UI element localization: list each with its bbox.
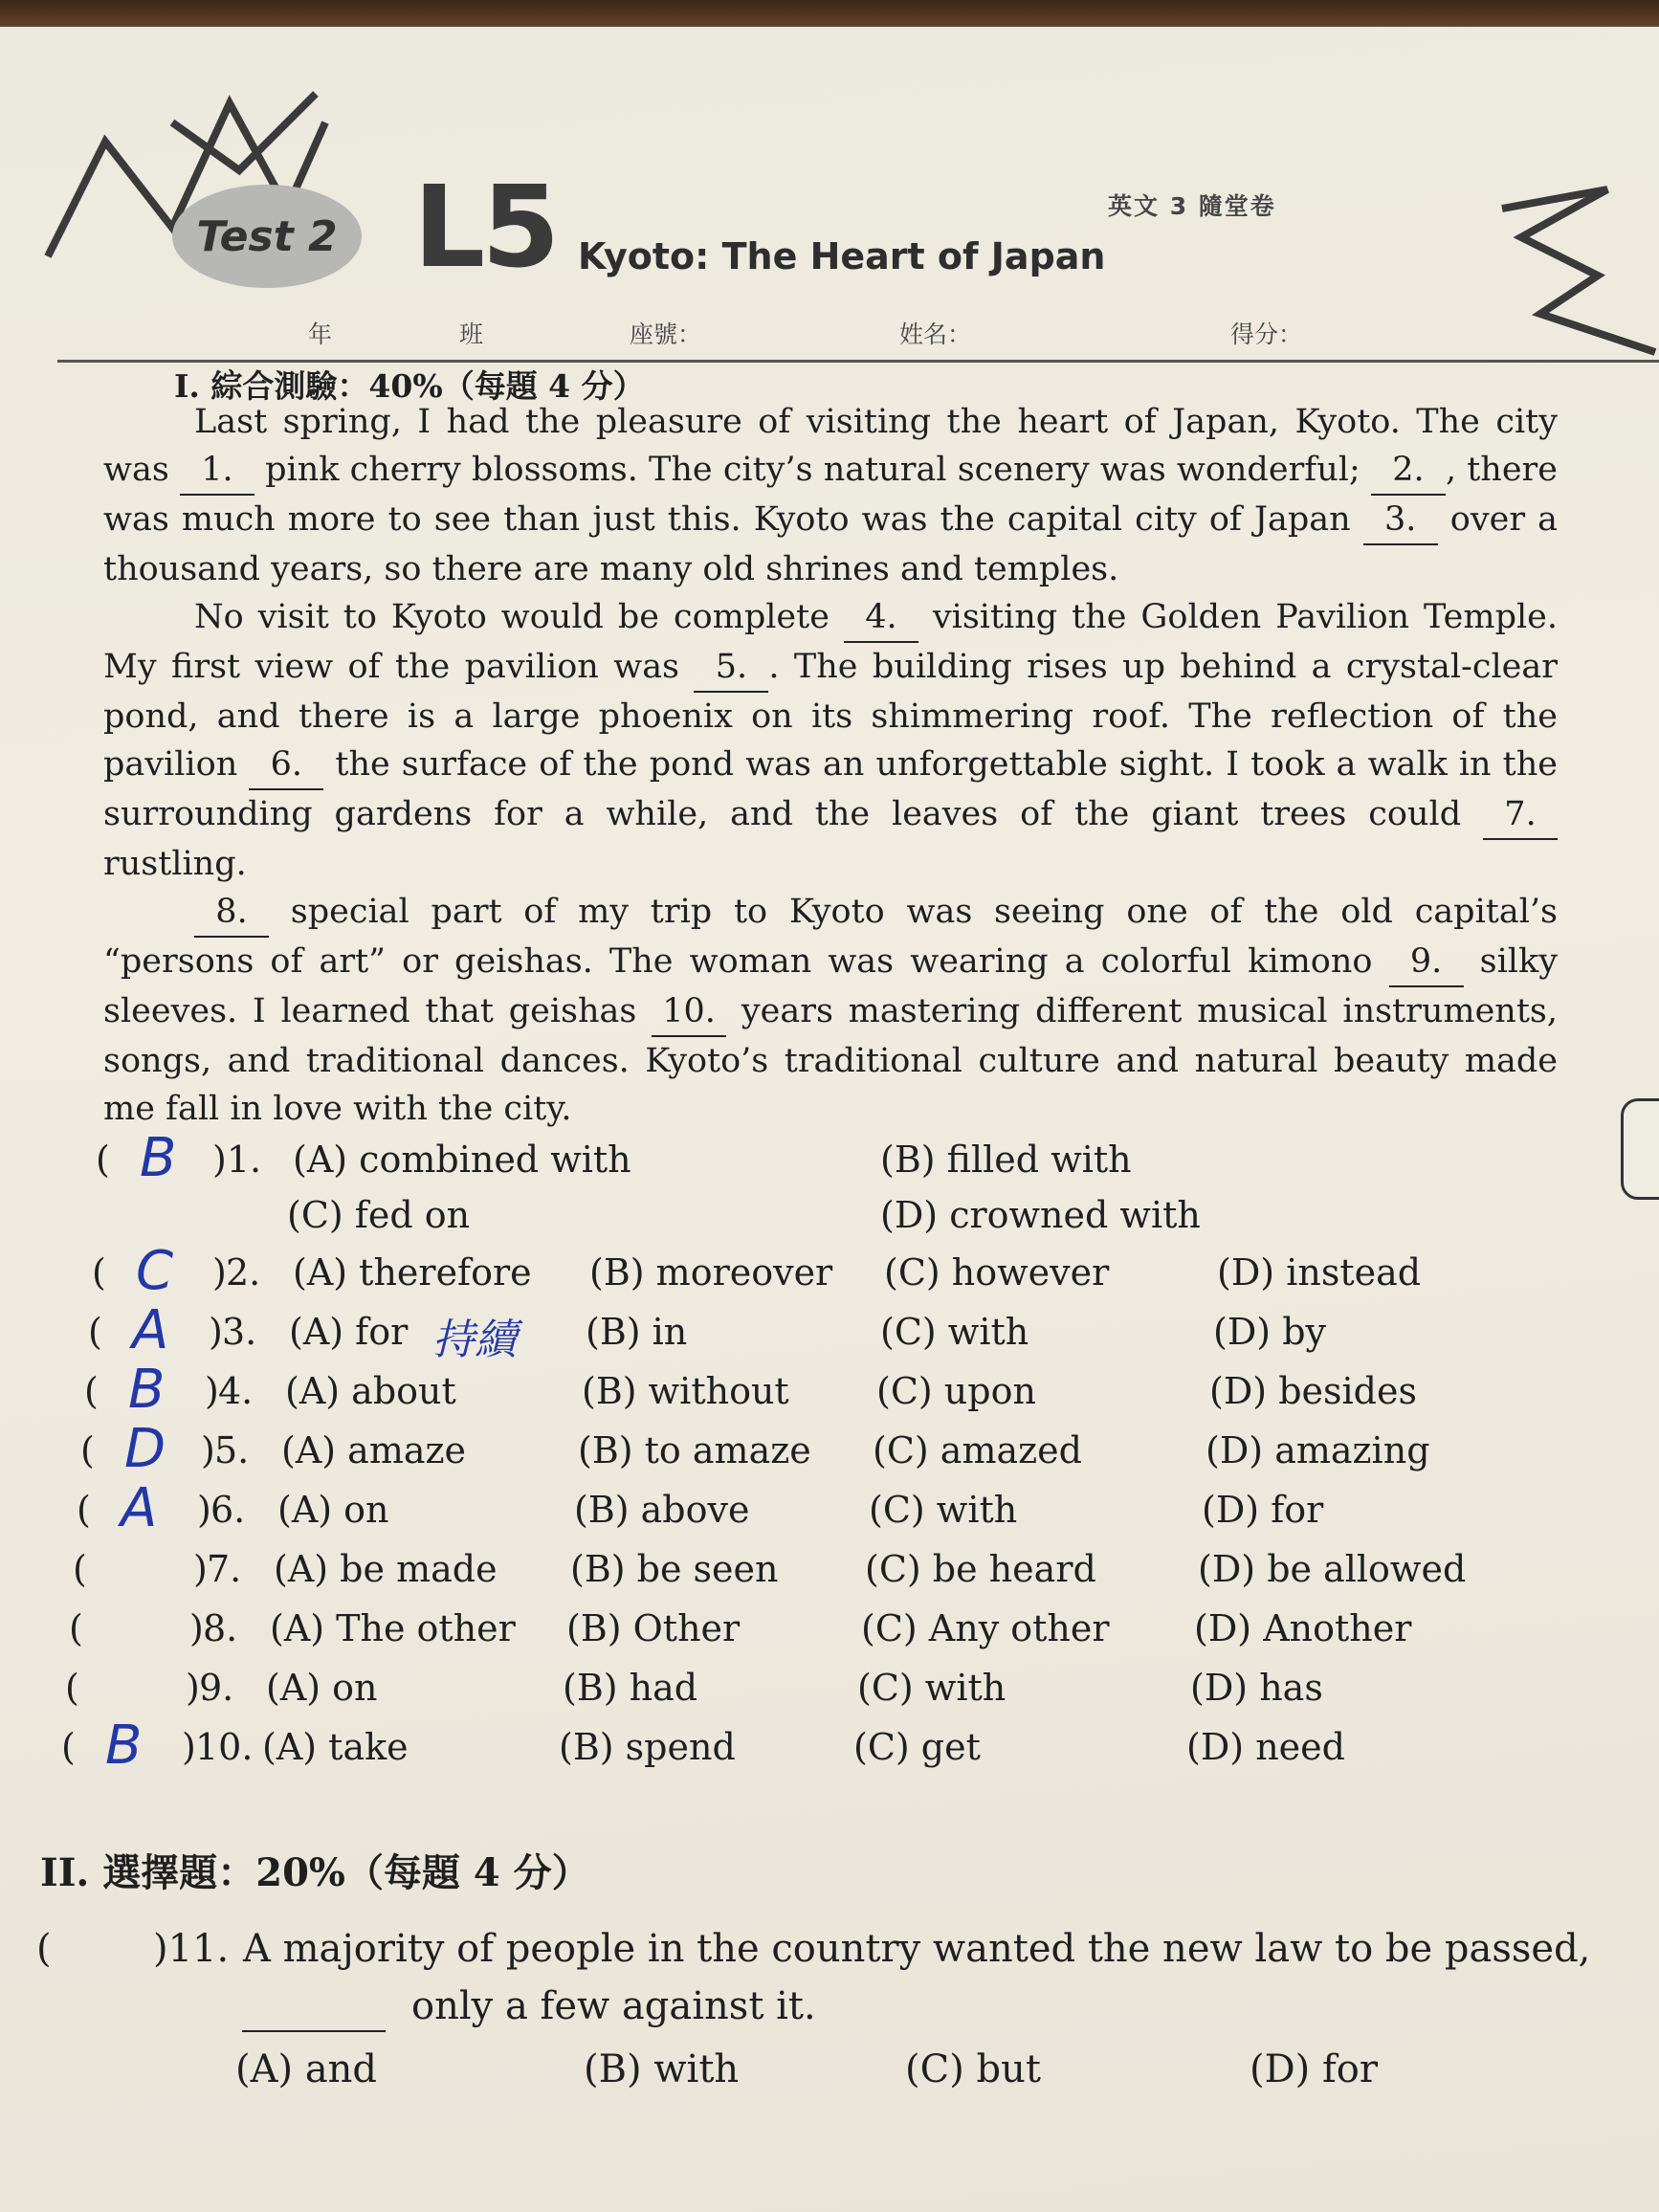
question-number: )11. [153, 1927, 230, 1971]
blank-9: 9. [1389, 938, 1464, 987]
option-c: (C) fed on [287, 1194, 471, 1236]
option-b: (B) moreover [589, 1251, 833, 1294]
question-number: 7. [207, 1548, 242, 1590]
question-close-paren: ) [205, 1370, 219, 1412]
option-a: (A) amaze [281, 1429, 467, 1471]
handwritten-answer: A [121, 1477, 158, 1539]
option-d: (D) amazing [1206, 1429, 1430, 1471]
option-c: (C) with [869, 1489, 1018, 1531]
question-close-paren: ) [186, 1667, 200, 1709]
question-number: 5. [214, 1429, 250, 1471]
option-d: (D) instead [1217, 1251, 1422, 1294]
grade-label: 年 [308, 321, 333, 348]
answer-paren-open: ( [69, 1607, 83, 1649]
option-c: (C) with [880, 1311, 1029, 1353]
answer-paren-open: ( [61, 1726, 76, 1768]
test-badge [172, 185, 362, 288]
option-a: (A) on [266, 1667, 378, 1709]
option-b: (B) spend [559, 1726, 736, 1768]
question-stem: A majority of people in the country wanted the new law to be passed, [243, 1927, 1591, 1971]
passage-paragraph [103, 398, 1558, 593]
passage-text: over a thousand years, so there are many old shrines and temples. [103, 500, 1558, 588]
student-info-line [57, 302, 1659, 363]
question-number: 10. [195, 1726, 254, 1768]
option-d: (D) by [1213, 1311, 1326, 1353]
blank-10: 10. [652, 987, 726, 1037]
passage-text: Last spring, I had the pleasure of visiting the heart of Japan, Kyoto. The city was [103, 403, 1558, 489]
worksheet-page [0, 27, 1659, 2212]
lesson-title: Kyoto: The Heart of Japan [578, 235, 1106, 277]
answer-paren-open: ( [96, 1139, 110, 1181]
question-9 [65, 1667, 1615, 1720]
question-11-options [36, 2047, 1625, 2101]
option-b: (B) filled with [880, 1139, 1132, 1181]
question-6 [77, 1477, 1626, 1542]
passage-paragraph [103, 593, 1558, 888]
question-number: )1. [212, 1139, 262, 1181]
option-c: (C) with [857, 1667, 1006, 1709]
question-1 [96, 1127, 1626, 1192]
passage-text: silky sleeves. I learned that geishas [103, 942, 1558, 1030]
option-a: (A) for [289, 1311, 409, 1353]
option-a: (A) be made [274, 1548, 498, 1590]
option-c: (C) upon [876, 1370, 1036, 1412]
passage-text: rustling. [103, 845, 247, 883]
option-b: (B) with [584, 2047, 740, 2091]
answer-paren-open: ( [92, 1251, 106, 1294]
question-11 [36, 1927, 1625, 1980]
passage-text: years mastering different musical instruments, songs, and traditional dances. Kyoto’s traditional culture and natural beauty made me fall in love with the city. [103, 992, 1558, 1128]
question-5 [80, 1418, 1630, 1483]
blank-7: 7. [1483, 790, 1558, 840]
question-11-line-2 [36, 1984, 1625, 2038]
answer-paren-open: ( [36, 1927, 52, 1971]
question-4 [84, 1359, 1634, 1424]
handwritten-note: 持續 [432, 1316, 517, 1364]
question-close-paren: ) [182, 1726, 196, 1768]
section-2-heading: II. 選擇題：20%（每題 4 分） [40, 1850, 590, 1895]
option-d: (D) has [1190, 1667, 1323, 1709]
test-label: Test 2 [196, 211, 338, 261]
handwritten-answer: D [124, 1418, 166, 1480]
question-close-paren: ) [193, 1548, 208, 1590]
blank-1: 1. [180, 446, 254, 496]
option-a: (A) on [277, 1489, 389, 1531]
name-label: 姓名： [899, 321, 972, 348]
question-blank [242, 1992, 386, 2032]
blank-4: 4. [844, 593, 918, 643]
class-label: 班 [459, 321, 484, 348]
question-number: 8. [203, 1607, 238, 1649]
option-d: (D) crowned with [880, 1194, 1201, 1236]
option-a: (A) about [285, 1370, 456, 1412]
answer-paren-open: ( [77, 1489, 91, 1531]
option-b: (B) had [563, 1667, 698, 1709]
option-d: (D) besides [1209, 1370, 1417, 1412]
option-d: (D) be allowed [1198, 1548, 1467, 1590]
option-a: (A) combined with [293, 1139, 631, 1181]
option-b: (B) be seen [570, 1548, 779, 1590]
passage-text: . The building rises up behind a crystal-clear pond, and there is a large phoenix on its shimmering roof. The reflection of the pavilion [103, 648, 1558, 784]
option-b: (B) Other [566, 1607, 741, 1649]
answer-paren-open: ( [88, 1311, 102, 1353]
option-c: (C) be heard [865, 1548, 1096, 1590]
question-number: 3. [222, 1311, 257, 1353]
option-b: (B) in [586, 1311, 688, 1353]
option-d: (D) Another [1194, 1607, 1412, 1649]
option-a: (A) therefore [293, 1251, 532, 1294]
page-edge-tab [1621, 1098, 1659, 1200]
option-b: (B) above [574, 1489, 750, 1531]
answer-paren-open: ( [80, 1429, 95, 1471]
question-close-paren: ) [209, 1311, 223, 1353]
question-number: 2. [226, 1251, 261, 1294]
question-close-paren: ) [212, 1251, 227, 1294]
option-d: (D) for [1250, 2047, 1379, 2091]
option-a: (A) and [235, 2047, 378, 2091]
section-1-heading: I. 綜合測驗：40%（每題 4 分） [174, 367, 645, 405]
passage-text: the surface of the pond was an unforgettable sight. I took a walk in the surrounding gardens for a while, and the leaves of the giant trees could [103, 745, 1558, 833]
handwritten-answer: C [136, 1240, 174, 1302]
handwritten-answer: B [128, 1359, 166, 1421]
passage-text: special part of my trip to Kyoto was seeing one of the old capital’s “persons of art” or geishas. The woman was wearing a colorful kimono [103, 893, 1558, 981]
answer-paren-open: ( [84, 1370, 99, 1412]
question-number: 9. [199, 1667, 234, 1709]
option-d: (D) need [1186, 1726, 1345, 1768]
handwritten-answer: A [132, 1299, 169, 1361]
question-10 [61, 1714, 1611, 1780]
option-c: (C) get [853, 1726, 981, 1768]
option-a: (A) take [262, 1726, 409, 1768]
handwritten-answer: B [105, 1714, 143, 1777]
blank-5: 5. [694, 643, 768, 693]
option-c: (C) amazed [873, 1429, 1082, 1471]
question-2 [92, 1240, 1642, 1305]
question-close-paren: ) [201, 1429, 215, 1471]
seat-label: 座號： [630, 321, 702, 348]
question-close-paren: ) [189, 1607, 204, 1649]
passage-text: visiting the Golden Pavilion Temple. My first view of the pavilion was [103, 598, 1559, 686]
handwritten-answer: B [140, 1127, 177, 1189]
question-1-line-2 [96, 1194, 1626, 1248]
question-3 [88, 1299, 1638, 1364]
answer-paren-open: ( [73, 1548, 87, 1590]
question-stem-cont: only a few against it. [411, 1984, 816, 2028]
blank-3: 3. [1363, 496, 1438, 545]
blank-6: 6. [249, 741, 323, 790]
question-close-paren: ) [197, 1489, 211, 1531]
book-label: 英文 3 隨堂卷 [1108, 192, 1276, 220]
option-c: (C) but [905, 2047, 1041, 2091]
option-b: (B) without [582, 1370, 789, 1412]
blank-2: 2. [1371, 446, 1446, 496]
blank-8: 8. [194, 888, 269, 938]
passage-paragraph [103, 888, 1558, 1133]
passage-text: , there was much more to see than just this. Kyoto was the capital city of Japan [103, 451, 1558, 539]
lesson-number: L5 [413, 161, 557, 293]
option-c: (C) however [884, 1251, 1110, 1294]
passage-text: pink cherry blossoms. The city’s natural scenery was wonderful; [254, 451, 1371, 489]
question-number: 4. [218, 1370, 254, 1412]
question-number: 6. [210, 1489, 246, 1531]
answer-paren-open: ( [65, 1667, 79, 1709]
option-a: (A) The other [270, 1607, 516, 1649]
option-d: (D) for [1202, 1489, 1324, 1531]
cloze-passage [103, 398, 1558, 1133]
option-c: (C) Any other [861, 1607, 1110, 1649]
passage-text: No visit to Kyoto would be complete [194, 598, 844, 636]
option-b: (B) to amaze [578, 1429, 811, 1471]
question-7 [73, 1548, 1623, 1602]
question-8 [69, 1607, 1619, 1661]
score-label: 得分： [1230, 321, 1303, 348]
